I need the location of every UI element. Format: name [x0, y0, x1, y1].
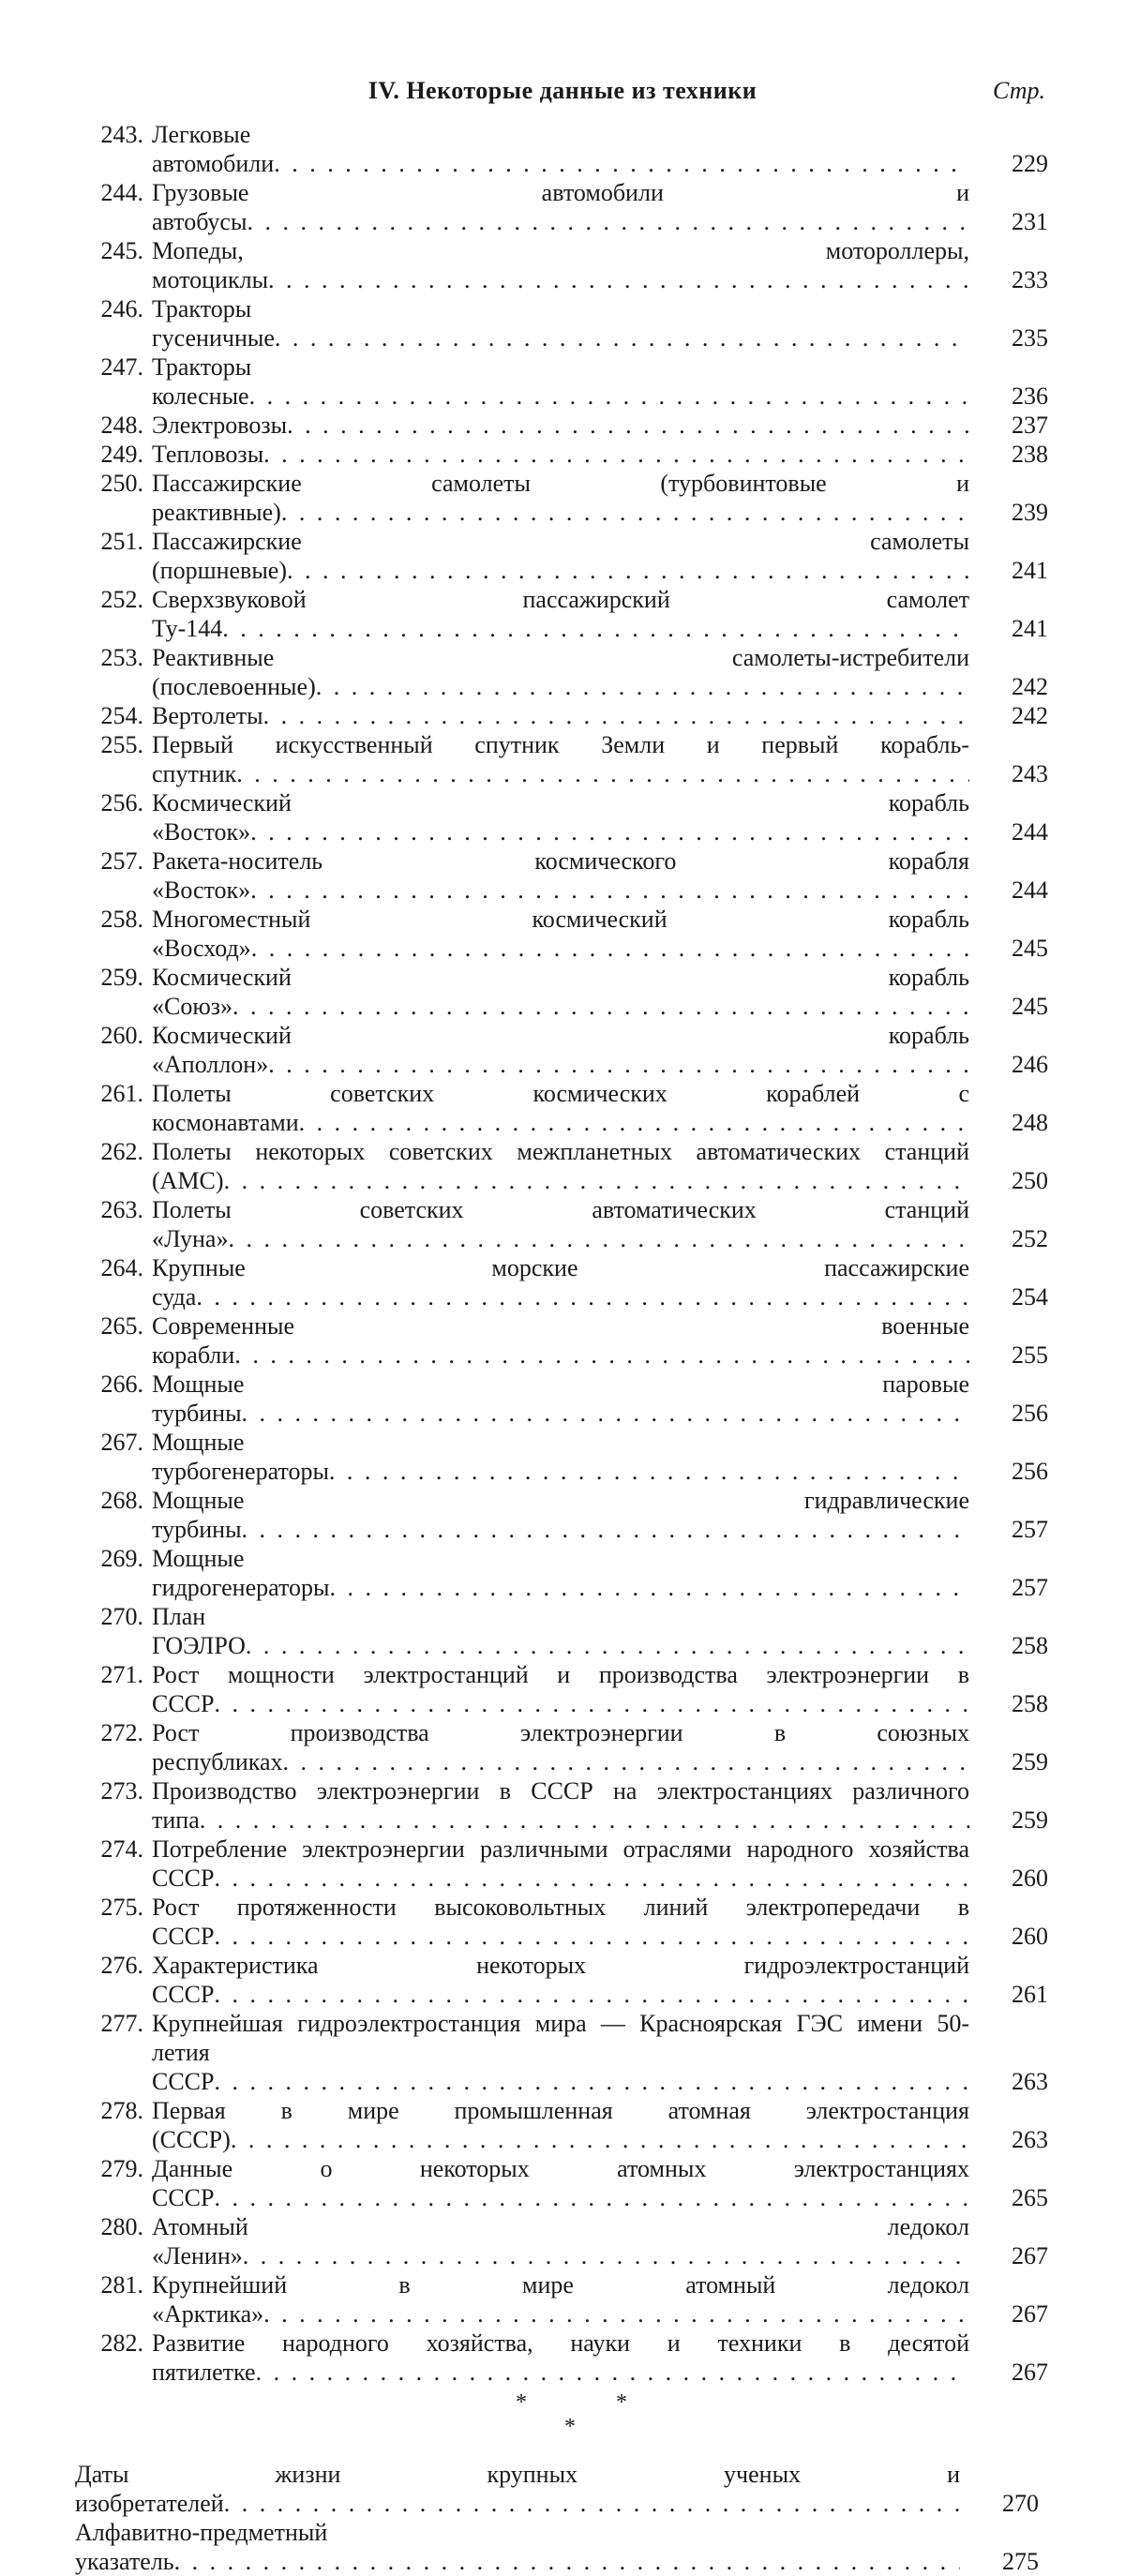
- entry-title: Производство электроэнергии в СССР на электростанциях различного типа . . .: [152, 1776, 969, 1835]
- entry-number: 252.: [100, 586, 143, 613]
- entry-title: Крупнейший в мире атомный ледокол «Арктика» . . .: [152, 2270, 969, 2329]
- entry-title: Электровозы . . .: [152, 411, 969, 440]
- toc-entry: [75, 1718, 1050, 1776]
- entry-number: 258.: [100, 906, 143, 933]
- toc-entry: [75, 1079, 1050, 1137]
- entry-number: 282.: [100, 2329, 143, 2357]
- entry-title: Мощные гидравлические турбины . . .: [152, 1486, 969, 1544]
- entry-number: 281.: [100, 2271, 143, 2299]
- toc-entry: [75, 2518, 1050, 2576]
- entry-title: Потребление электроэнергии различными отраслями народного хозяйства СССР . . .: [152, 1835, 969, 1893]
- toc-entry: [75, 585, 1050, 643]
- entry-title: Космический корабль «Союз» . . .: [152, 963, 969, 1021]
- entry-title: Пассажирские самолеты (поршневые) . . .: [152, 527, 969, 585]
- separator-star: *: [616, 2390, 627, 2415]
- entry-page-number: 241: [1012, 557, 1048, 584]
- entry-title: Тепловозы . . .: [152, 440, 969, 469]
- toc-entries: [75, 120, 1050, 2387]
- entry-number: 272.: [100, 1719, 143, 1746]
- toc-entry: [75, 1951, 1050, 2009]
- entry-title: План ГОЭЛРО . . .: [152, 1602, 969, 1660]
- entry-page-number: 267: [1012, 2300, 1048, 2328]
- toc-entry: [75, 1544, 1050, 1602]
- entry-page-number: 260: [1012, 1865, 1048, 1892]
- entry-title: Грузовые автомобили и автобусы . . .: [152, 178, 969, 236]
- entry-title: Мощные гидрогенераторы . . .: [152, 1544, 969, 1602]
- entry-number: 266.: [100, 1370, 143, 1398]
- entry-title: Данные о некоторых атомных электростанциях СССР . . .: [152, 2154, 969, 2212]
- toc-entry: [75, 352, 1050, 411]
- entry-title: Характеристика некоторых гидроэлектростанций СССР . . .: [152, 1951, 969, 2009]
- entry-title: Сверхзвуковой пассажирский самолет Ту-144 . . .: [152, 585, 969, 643]
- entry-page-number: 275: [1002, 2548, 1039, 2575]
- entry-page-number: 231: [1012, 208, 1048, 235]
- entry-page-number: 246: [1012, 1051, 1048, 1078]
- toc-entry: [75, 178, 1050, 236]
- entry-page-number: 270: [1002, 2490, 1039, 2517]
- entry-page-number: 233: [1012, 266, 1048, 293]
- toc-entry: [75, 1370, 1050, 1428]
- entry-number: 248.: [100, 412, 143, 439]
- toc-entry: [75, 294, 1050, 352]
- entry-page-number: 267: [1012, 2359, 1048, 2386]
- toc-entry: [75, 2460, 1050, 2518]
- entry-page-number: 242: [1012, 702, 1048, 729]
- entry-number: 279.: [100, 2155, 143, 2182]
- entry-title: Ракета-носитель космического корабля «Восток» . . .: [152, 846, 969, 905]
- entry-title: Атомный ледокол «Ленин» . . .: [152, 2212, 969, 2270]
- entry-number: 257.: [100, 847, 143, 875]
- entry-title: Алфавитно-предметный указатель . . .: [75, 2518, 960, 2576]
- entry-number: 280.: [100, 2213, 143, 2240]
- toc-entry: [75, 1021, 1050, 1079]
- toc-entry: [75, 1195, 1050, 1253]
- entry-number: 264.: [100, 1254, 143, 1281]
- entry-number: 274.: [100, 1835, 143, 1863]
- entry-number: 254.: [100, 702, 143, 729]
- entry-title: Первая в мире промышленная атомная электростанция (СССР) . . .: [152, 2096, 969, 2154]
- entry-title: Мощные турбогенераторы . . .: [152, 1428, 969, 1486]
- separator-star: *: [564, 2415, 576, 2439]
- entry-page-number: 236: [1012, 382, 1048, 410]
- entry-number: 253.: [100, 644, 143, 671]
- entry-number: 270.: [100, 1603, 143, 1630]
- entry-title: Первый искусственный спутник Земли и первый корабль-спутник . . .: [152, 730, 969, 788]
- entry-page-number: 235: [1012, 324, 1048, 352]
- entry-number: 255.: [100, 731, 143, 758]
- entry-page-number: 267: [1012, 2242, 1048, 2269]
- entry-number: 260.: [100, 1022, 143, 1049]
- toc-entry: [75, 1660, 1050, 1718]
- entry-number: 251.: [100, 528, 143, 555]
- entry-page-number: 252: [1012, 1225, 1048, 1252]
- entry-page-number: 259: [1012, 1806, 1048, 1834]
- toc-entry: [75, 120, 1050, 178]
- toc-entry: [75, 2009, 1050, 2096]
- entry-page-number: 229: [1012, 150, 1048, 177]
- entry-title: Космический корабль «Аполлон» . . .: [152, 1021, 969, 1079]
- entry-title: Тракторы гусеничные . . .: [152, 294, 969, 352]
- entry-number: 246.: [100, 295, 143, 322]
- entry-number: 243.: [100, 121, 143, 148]
- entry-page-number: 243: [1012, 760, 1048, 787]
- entry-page-number: 250: [1012, 1167, 1048, 1194]
- toc-entry: [75, 440, 1050, 469]
- entry-title: Мопеды, мотороллеры, мотоциклы . . .: [152, 236, 969, 294]
- entry-title: Даты жизни крупных ученых и изобретателей . . .: [75, 2460, 960, 2518]
- entry-page-number: 244: [1012, 818, 1048, 846]
- entry-number: 267.: [100, 1429, 143, 1456]
- entry-page-number: 244: [1012, 876, 1048, 904]
- toc-entry: [75, 1428, 1050, 1486]
- entry-page-number: 256: [1012, 1458, 1048, 1485]
- entry-number: 256.: [100, 789, 143, 816]
- entry-title: Крупные морские пассажирские суда . . .: [152, 1253, 969, 1311]
- toc-entry: [75, 469, 1050, 527]
- entry-number: 262.: [100, 1138, 143, 1165]
- entry-title: Рост производства электроэнергии в союзных республиках . . .: [152, 1718, 969, 1776]
- entry-page-number: 257: [1012, 1516, 1048, 1543]
- entry-number: 249.: [100, 441, 143, 468]
- page-column-label: Стр.: [993, 77, 1045, 104]
- entry-title: Рост мощности электростанций и производства электроэнергии в СССР . . .: [152, 1660, 969, 1718]
- entry-number: 275.: [100, 1894, 143, 1921]
- entry-title: Пассажирские самолеты (турбовинтовые и реактивные) . . .: [152, 469, 969, 527]
- toc-entry: [75, 527, 1050, 585]
- entry-title: Полеты советских космических кораблей с космонавтами . . .: [152, 1079, 969, 1137]
- entry-number: 276.: [100, 1952, 143, 1979]
- entry-title: Тракторы колесные . . .: [152, 352, 969, 411]
- entry-title: Легковые автомобили . . .: [152, 120, 969, 178]
- toc-entry: [75, 1486, 1050, 1544]
- entry-page-number: 265: [1012, 2184, 1048, 2211]
- entry-title: Космический корабль «Восток» . . .: [152, 788, 969, 846]
- entry-title: Полеты советских автоматических станций «Луна» . . .: [152, 1195, 969, 1253]
- entry-page-number: 254: [1012, 1283, 1048, 1310]
- separator-star: *: [516, 2390, 527, 2415]
- toc-entry: [75, 2154, 1050, 2212]
- toc-entry: [75, 701, 1050, 730]
- entry-number: 277.: [100, 2010, 143, 2037]
- entry-title: Крупнейшая гидроэлектростанция мира — Красноярская ГЭС имени 50-летия СССР . . .: [152, 2009, 969, 2096]
- entry-number: 244.: [100, 179, 143, 206]
- entry-page-number: 263: [1012, 2068, 1048, 2095]
- entry-number: 268.: [100, 1487, 143, 1514]
- toc-entry: [75, 2212, 1050, 2270]
- entry-number: 261.: [100, 1080, 143, 1107]
- entry-title: Реактивные самолеты-истребители (послевоенные) . . .: [152, 643, 969, 701]
- entry-page-number: 258: [1012, 1690, 1048, 1717]
- toc-entry: [75, 1311, 1050, 1370]
- entry-page-number: 239: [1012, 499, 1048, 526]
- toc-entry: [75, 905, 1050, 963]
- toc-entry: [75, 1253, 1050, 1311]
- entry-page-number: 237: [1012, 412, 1048, 439]
- toc-entry: [75, 788, 1050, 846]
- toc-entry: [75, 2329, 1050, 2387]
- toc-entry: [75, 1893, 1050, 1951]
- toc-entry: [75, 1602, 1050, 1660]
- toc-entry: [75, 730, 1050, 788]
- entry-page-number: 238: [1012, 441, 1048, 468]
- entry-page-number: 258: [1012, 1632, 1048, 1659]
- entry-number: 269.: [100, 1545, 143, 1572]
- entry-number: 247.: [100, 353, 143, 381]
- toc-entry: [75, 411, 1050, 440]
- entry-title: Многоместный космический корабль «Восход» . . .: [152, 905, 969, 963]
- toc-entry: [75, 2270, 1050, 2329]
- entry-title: Рост протяженности высоковольтных линий электропередачи в СССР . . .: [152, 1893, 969, 1951]
- entry-page-number: 248: [1012, 1109, 1048, 1136]
- section-title: IV. Некоторые данные из техники: [368, 77, 758, 104]
- toc-extra-entries: [75, 2460, 1050, 2576]
- entry-page-number: 241: [1012, 615, 1048, 642]
- toc-entry: [75, 846, 1050, 905]
- toc-entry: [75, 1776, 1050, 1835]
- table-of-contents: [75, 120, 1050, 2576]
- entry-number: 265.: [100, 1312, 143, 1340]
- toc-entry: [75, 963, 1050, 1021]
- entry-title: Современные военные корабли . . .: [152, 1311, 969, 1370]
- toc-entry: [75, 643, 1050, 701]
- entry-number: 245.: [100, 237, 143, 264]
- entry-page-number: 257: [1012, 1574, 1048, 1601]
- entry-page-number: 261: [1012, 1981, 1048, 2008]
- toc-entry: [75, 1835, 1050, 1893]
- entry-number: 263.: [100, 1196, 143, 1223]
- entry-title: Полеты некоторых советских межпланетных автоматических станций (АМС) . . .: [152, 1137, 969, 1195]
- entry-page-number: 245: [1012, 993, 1048, 1020]
- entry-page-number: 255: [1012, 1341, 1048, 1369]
- entry-page-number: 245: [1012, 935, 1048, 962]
- entry-number: 271.: [100, 1661, 143, 1688]
- entry-page-number: 242: [1012, 673, 1048, 700]
- entry-page-number: 256: [1012, 1400, 1048, 1427]
- section-separator: [75, 2387, 1050, 2460]
- entry-page-number: 260: [1012, 1923, 1048, 1950]
- entry-number: 273.: [100, 1777, 143, 1805]
- entry-title: Мощные паровые турбины . . .: [152, 1370, 969, 1428]
- entry-number: 250.: [100, 470, 143, 497]
- toc-entry: [75, 236, 1050, 294]
- toc-entry: [75, 1137, 1050, 1195]
- entry-title: Развитие народного хозяйства, науки и техники в десятой пятилетке . . .: [152, 2329, 969, 2387]
- entry-title: Вертолеты . . .: [152, 701, 969, 730]
- entry-number: 278.: [100, 2097, 143, 2124]
- toc-entry: [75, 2096, 1050, 2154]
- entry-page-number: 259: [1012, 1748, 1048, 1775]
- entry-number: 259.: [100, 964, 143, 991]
- entry-page-number: 263: [1012, 2126, 1048, 2153]
